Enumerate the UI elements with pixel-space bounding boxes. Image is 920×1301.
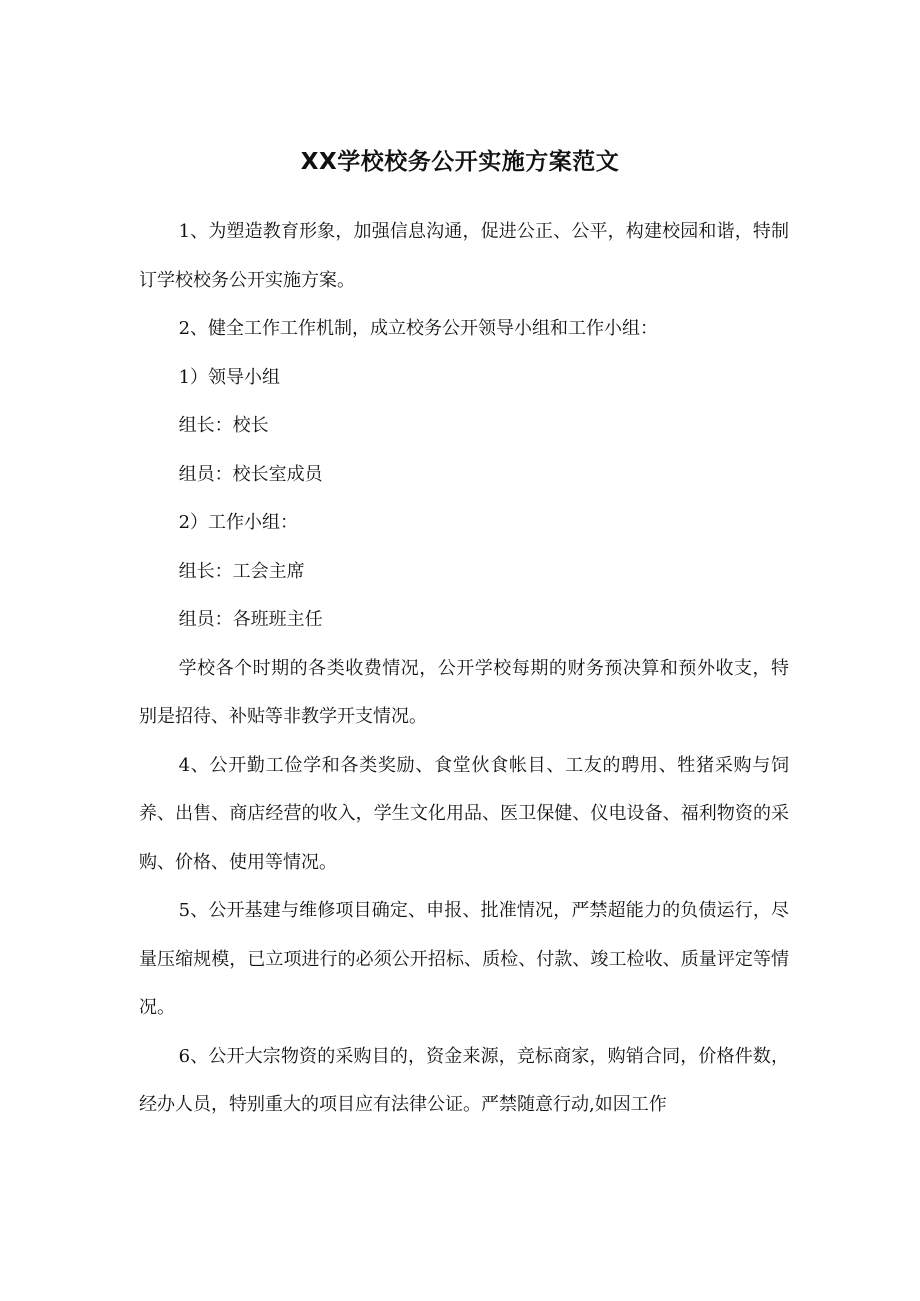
paragraph-work-head: 组长：工会主席 [178, 560, 305, 582]
paragraph-1: 1、为塑造教育形象，加强信息沟通，促进公正、公平，构建校园和谐，特制订学校校务公开实施方案。 [139, 221, 789, 291]
paragraph-work-group: 2）工作小组： [178, 512, 299, 533]
paragraph-6: 6、公开大宗物资的采购目的，资金来源，竞标商家，购销合同，价格件数，经办人员，特别重大的项目应有法律公证。严禁随意行动,如因工作 [139, 1045, 789, 1115]
paragraph-5: 5、公开基建与维修项目确定、申报、批准情况，严禁超能力的负债运行，尽量压缩规模，已立项进行的必须公开招标、质检、付款、竣工检收、质量评定等情况。 [139, 900, 789, 1018]
paragraph-4: 4、公开勤工俭学和各类奖励、食堂伙食帐目、工友的聘用、牲猪采购与饲养、出售、商店经营的收入，学生文化用品、医卫保健、仪电设备、福利物资的采购、价格、使用等情况。 [139, 754, 789, 873]
paragraph-work-members: 组员：各班班主任 [178, 609, 323, 630]
document-body [139, 208, 789, 1130]
paragraph-fees: 学校各个时期的各类收费情况，公开学校每期的财务预决算和预外收支，特别是招待、补贴等非教学开支情况。 [139, 657, 789, 727]
document-title: XX学校校务公开实施方案范文 [300, 149, 620, 175]
paragraph-leader-head: 组长：校长 [178, 415, 269, 436]
paragraph-leader-members: 组员：校长室成员 [178, 463, 323, 485]
paragraph-leader-group: 1）领导小组 [178, 366, 281, 388]
paragraph-2: 2、健全工作工作机制，成立校务公开领导小组和工作小组： [178, 318, 659, 339]
